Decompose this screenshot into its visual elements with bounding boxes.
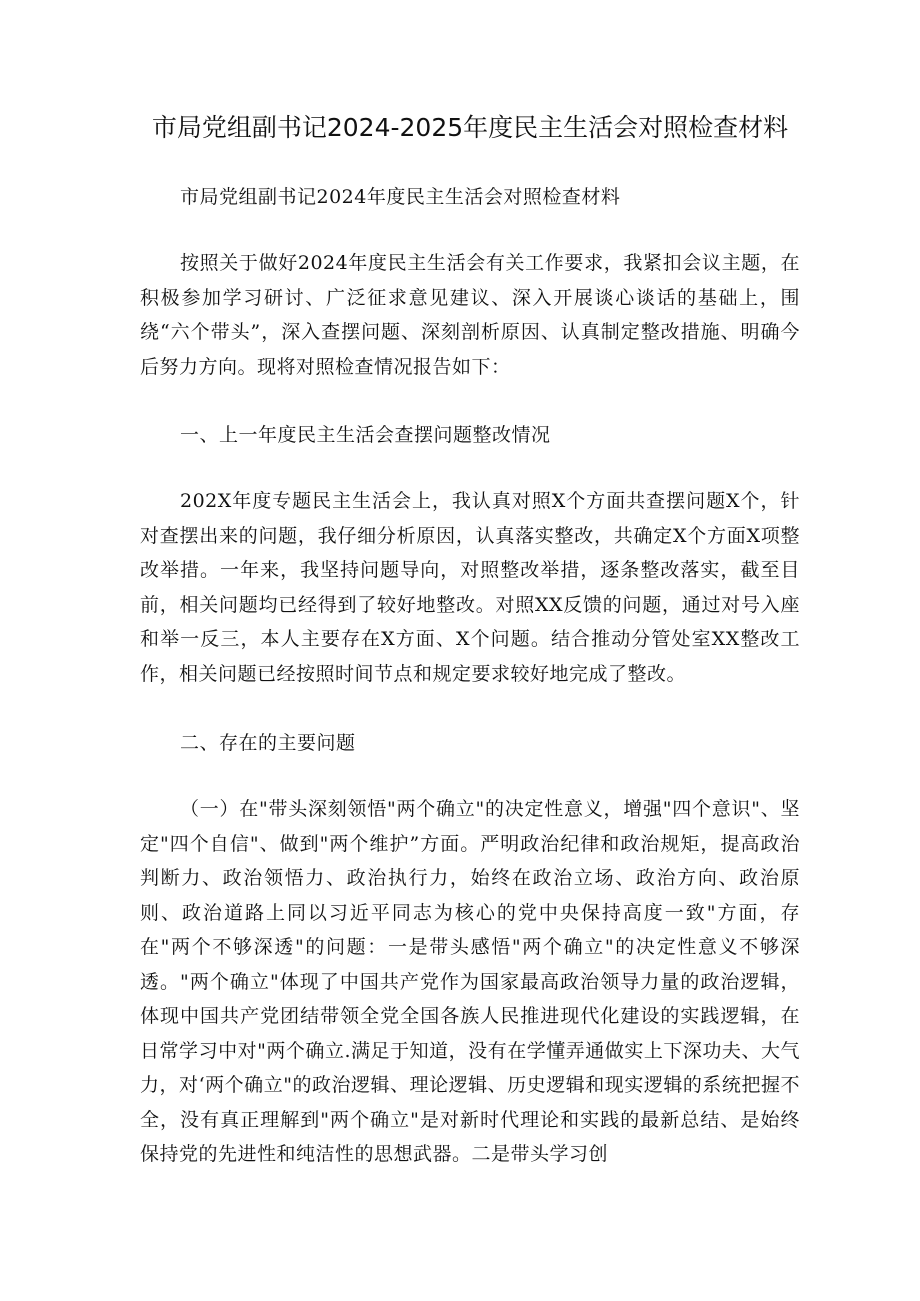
section-1-heading: 一、上一年度民主生活会查摆问题整改情况: [180, 424, 551, 446]
document-title: 市局党组副书记2024-2025年度民主生活会对照检查材料: [151, 113, 789, 142]
section-2-paragraph: （一）在"带头深刻领悟"两个确立"的决定性意义，增强"四个意识"、坚定"四个自信"、做到"两个维护”方面。严明政治纪律和政治规矩，提高政治判断力、政治领悟力、政治执行力，始终在政治立场、政治方向、政治原则、政治道路上同以习近平同志为核心的党中央保持高度一致"方面，存在"两个不够深透"的问题：一是带头感悟"两个确立"的决定性意义不够深透。"两个确立"体现了中国共产党作为国家最高政治领导力量的政治逻辑，体现中国共产党团结带领全党全国各族人民推进现代化建设的实践逻辑，在日常学习中对"两个确立.满足于知道，没有在学懂弄通做实上下深功夫、大气力，对‘两个确立"的政治逻辑、理论逻辑、历史逻辑和现实逻辑的系统把握不全，没有真正理解到"两个确立"是对新时代理论和实践的最新总结、是始终保持党的先进性和纯洁性的思想武器。二是带头学习创: [140, 798, 800, 1165]
document-subtitle: 市局党组副书记2024年度民主生活会对照检查材料: [180, 186, 621, 208]
section-1-paragraph: 202X年度专题民主生活会上，我认真对照X个方面共查摆问题X个，针对查摆出来的问题，我仔细分析原因，认真落实整改，共确定X个方面X项整改举措。一年来，我坚持问题导向，对照整改举措，逐条整改落实，截至目前，相关问题均已经得到了较好地整改。对照XX反馈的问题，通过对号入座和举一反三，本人主要存在X方面、X个问题。结合推动分管处室XX整改工作，相关问题已经按照时间节点和规定要求较好地完成了整改。: [140, 490, 800, 685]
intro-paragraph: 按照关于做好2024年度民主生活会有关工作要求，我紧扣会议主题，在积极参加学习研讨、广泛征求意见建议、深入开展谈心谈话的基础上，围绕“六个带头”，深入查摆问题、深刻剖析原因、认真制定整改措施、明确今后努力方向。现将对照检查情况报告如下：: [140, 252, 800, 378]
section-2-heading: 二、存在的主要问题: [180, 732, 356, 754]
